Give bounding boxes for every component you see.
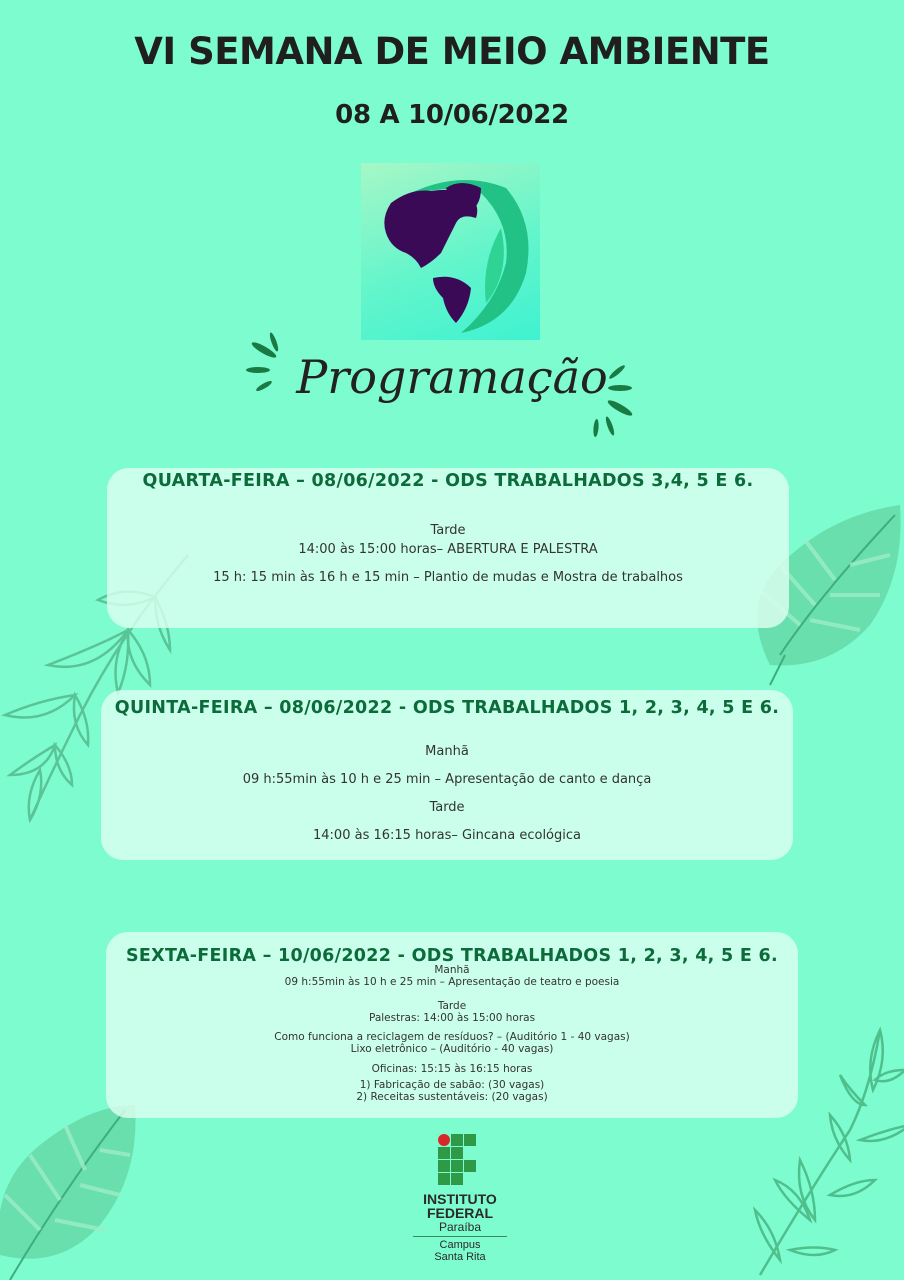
schedule-line: 14:00 às 16:15 horas– Gincana ecológica bbox=[313, 828, 581, 843]
schedule-line: Palestras: 14:00 às 15:00 horas bbox=[368, 1012, 536, 1024]
day-title: SEXTA-FEIRA – 10/06/2022 - ODS TRABALHADOS 1, 2, 3, 4, 5 E 6. bbox=[126, 946, 778, 966]
period-label: Tarde bbox=[437, 1000, 467, 1012]
schedule-line: Como funciona a reciclagem de resíduos? – (Auditório 1 - 40 vagas) bbox=[274, 1031, 630, 1043]
logo-divider bbox=[413, 1236, 507, 1237]
schedule-line: Oficinas: 15:15 às 16:15 horas bbox=[371, 1063, 533, 1075]
period-label: Tarde bbox=[429, 800, 465, 815]
period-label: Manhã bbox=[425, 744, 469, 759]
institution-logo bbox=[405, 1130, 515, 1280]
event-dates: 08 A 10/06/2022 bbox=[335, 100, 569, 130]
workshop-item: 2) Receitas sustentáveis: (20 vagas) bbox=[356, 1091, 548, 1103]
sparkle-burst-right-icon bbox=[582, 360, 642, 440]
logo-mark bbox=[405, 1130, 515, 1192]
logo-state: Paraíba bbox=[438, 1220, 482, 1234]
logo-campus-name: Santa Rita bbox=[434, 1251, 486, 1263]
globe-logo bbox=[361, 163, 540, 340]
schedule-line: 15 h: 15 min às 16 h e 15 min – Plantio de mudas e Mostra de trabalhos bbox=[213, 570, 683, 585]
logo-instituto: INSTITUTO bbox=[423, 1191, 497, 1207]
logo-campus: Campus bbox=[439, 1239, 481, 1251]
day-title: QUINTA-FEIRA – 08/06/2022 - ODS TRABALHADOS 1, 2, 3, 4, 5 E 6. bbox=[114, 698, 780, 718]
schedule-line: Lixo eletrônico – (Auditório - 40 vagas) bbox=[350, 1043, 554, 1055]
schedule-line: 09 h:55min às 10 h e 25 min – Apresentação de canto e dança bbox=[242, 772, 652, 787]
day-card-thursday bbox=[101, 690, 793, 860]
day-card-friday bbox=[106, 932, 798, 1118]
logo-federal: FEDERAL bbox=[426, 1205, 494, 1221]
day-card-wednesday bbox=[107, 468, 789, 628]
period-label: Tarde bbox=[430, 523, 466, 538]
globe-leaf-icon bbox=[361, 163, 540, 340]
schedule-line: 14:00 às 15:00 horas– ABERTURA E PALESTRA bbox=[298, 542, 598, 557]
section-heading: Programação bbox=[296, 350, 608, 404]
event-title: VI SEMANA DE MEIO AMBIENTE bbox=[134, 30, 770, 73]
workshop-item: 1) Fabricação de sabão: (30 vagas) bbox=[359, 1079, 545, 1091]
period-label: Manhã bbox=[434, 964, 470, 976]
day-title: QUARTA-FEIRA – 08/06/2022 - ODS TRABALHADOS 3,4, 5 E 6. bbox=[142, 471, 754, 491]
monstera-leaf-bottom-left-icon bbox=[0, 1095, 180, 1280]
schedule-line: 09 h:55min às 10 h e 25 min – Apresentação de teatro e poesia bbox=[284, 976, 620, 988]
